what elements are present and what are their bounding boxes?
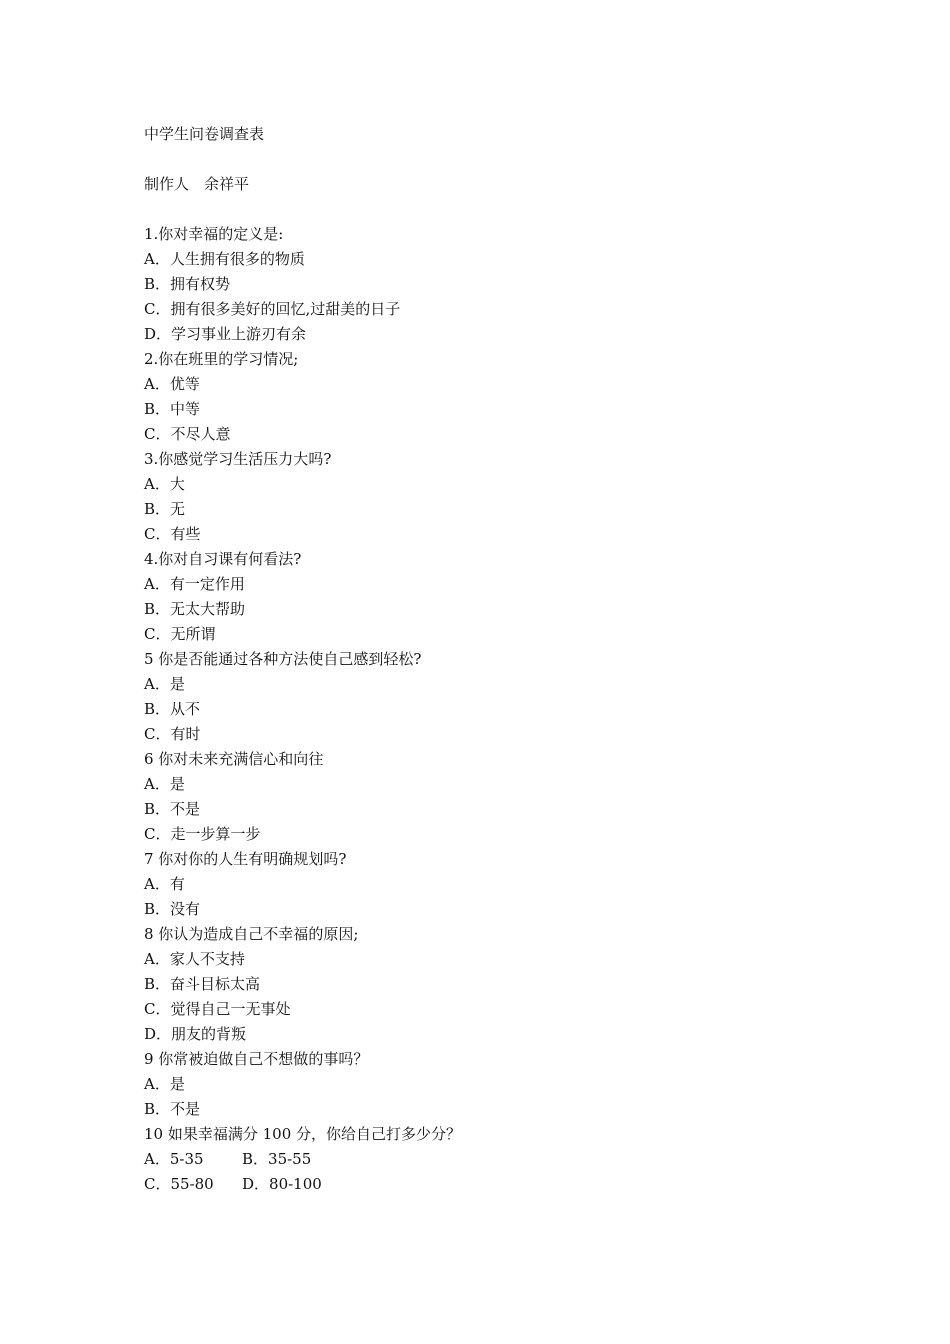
option-item bbox=[144, 597, 844, 622]
option-label: A． bbox=[144, 1150, 170, 1168]
option-row bbox=[144, 1147, 844, 1172]
option-label: B． bbox=[144, 500, 171, 518]
option-label: B． bbox=[144, 900, 171, 918]
option-item bbox=[144, 247, 844, 272]
option-item bbox=[144, 622, 844, 647]
option-text: 家人不支持 bbox=[169, 950, 245, 968]
option-text: 不是 bbox=[170, 800, 201, 818]
option-label: D． bbox=[144, 1025, 172, 1043]
option-label: C． bbox=[144, 1175, 171, 1193]
option-item bbox=[144, 272, 844, 297]
option-label: C． bbox=[144, 625, 171, 643]
option-item bbox=[144, 372, 844, 397]
question-text: 9 你常被迫做自己不想做的事吗？ bbox=[144, 1050, 369, 1068]
option-item bbox=[144, 972, 844, 997]
option-item bbox=[144, 1072, 844, 1097]
option-item bbox=[144, 297, 844, 322]
option-item bbox=[144, 1022, 844, 1047]
question-text: 6 你对未来充满信心和向往 bbox=[144, 750, 324, 768]
option-label: A． bbox=[144, 675, 170, 693]
option-label: A． bbox=[144, 950, 170, 968]
option-item bbox=[144, 1097, 844, 1122]
option-label: A． bbox=[144, 250, 170, 268]
option-item bbox=[144, 697, 844, 722]
option-text: 人生拥有很多的物质 bbox=[169, 250, 305, 268]
option-label: A． bbox=[144, 575, 170, 593]
option-a bbox=[144, 1147, 242, 1172]
option-label: B． bbox=[144, 1100, 171, 1118]
option-text: 无 bbox=[170, 500, 186, 518]
spacer bbox=[144, 197, 844, 222]
option-item bbox=[144, 322, 844, 347]
option-item bbox=[144, 997, 844, 1022]
option-text: 有一定作用 bbox=[169, 575, 245, 593]
option-b bbox=[242, 1150, 311, 1168]
option-label: A． bbox=[144, 775, 170, 793]
option-text: 不尽人意 bbox=[170, 425, 231, 443]
document-body bbox=[144, 122, 844, 1197]
spacer bbox=[144, 147, 844, 172]
option-c bbox=[144, 1172, 242, 1197]
option-text: 不是 bbox=[170, 1100, 201, 1118]
option-text: 5-35 bbox=[169, 1150, 204, 1168]
option-label: A． bbox=[144, 475, 170, 493]
option-item bbox=[144, 522, 844, 547]
option-text: 有些 bbox=[170, 525, 201, 543]
question-10: 10 如果幸福满分 100 分，你给自己打多少分？ bbox=[144, 1125, 462, 1143]
option-item bbox=[144, 422, 844, 447]
option-item bbox=[144, 822, 844, 847]
option-text: 走一步算一步 bbox=[170, 825, 261, 843]
option-d bbox=[242, 1175, 322, 1193]
option-text: 中等 bbox=[170, 400, 201, 418]
option-item bbox=[144, 472, 844, 497]
option-text: 有时 bbox=[170, 725, 201, 743]
option-label: B． bbox=[144, 400, 171, 418]
option-label: B． bbox=[144, 700, 171, 718]
option-label: B． bbox=[144, 275, 171, 293]
option-item bbox=[144, 897, 844, 922]
option-label: D． bbox=[242, 1175, 270, 1193]
option-text: 朋友的背叛 bbox=[171, 1025, 247, 1043]
question-text: 3.你感觉学习生活压力大吗? bbox=[144, 450, 332, 468]
option-label: B． bbox=[144, 600, 171, 618]
option-label: C． bbox=[144, 725, 171, 743]
option-label: C． bbox=[144, 1000, 171, 1018]
question-text: 7 你对你的人生有明确规划吗? bbox=[144, 850, 347, 868]
option-item bbox=[144, 947, 844, 972]
option-label: C． bbox=[144, 425, 171, 443]
option-label: B． bbox=[144, 975, 171, 993]
option-text: 35-55 bbox=[268, 1150, 312, 1168]
option-label: A． bbox=[144, 375, 170, 393]
option-item bbox=[144, 722, 844, 747]
question-text: 4.你对自习课有何看法? bbox=[144, 550, 302, 568]
option-text: 是 bbox=[169, 1075, 185, 1093]
option-item bbox=[144, 872, 844, 897]
option-label: A． bbox=[144, 875, 170, 893]
option-text: 奋斗目标太高 bbox=[170, 975, 261, 993]
option-text: 无所谓 bbox=[170, 625, 216, 643]
question-text: 1.你对幸福的定义是: bbox=[144, 225, 284, 243]
option-label: A． bbox=[144, 1075, 170, 1093]
option-item bbox=[144, 672, 844, 697]
question-text: 5 你是否能通过各种方法使自己感到轻松? bbox=[144, 650, 422, 668]
option-text: 无太大帮助 bbox=[170, 600, 246, 618]
option-label: B． bbox=[144, 800, 171, 818]
option-label: C． bbox=[144, 825, 171, 843]
author-line: 制作人 余祥平 bbox=[144, 175, 250, 193]
option-text: 55-80 bbox=[170, 1175, 214, 1193]
question-text: 2.你在班里的学习情况; bbox=[144, 350, 299, 368]
option-text: 是 bbox=[169, 675, 185, 693]
option-text: 从不 bbox=[170, 700, 201, 718]
option-text: 有 bbox=[169, 875, 185, 893]
option-item bbox=[144, 772, 844, 797]
option-text: 大 bbox=[169, 475, 185, 493]
option-label: C． bbox=[144, 525, 171, 543]
page-title: 中学生问卷调查表 bbox=[144, 125, 265, 143]
question-list bbox=[144, 222, 844, 1122]
option-text: 是 bbox=[169, 775, 185, 793]
question-text: 8 你认为造成自己不幸福的原因; bbox=[144, 925, 359, 943]
option-item bbox=[144, 397, 844, 422]
option-label: C． bbox=[144, 300, 171, 318]
option-text: 80-100 bbox=[269, 1175, 322, 1193]
option-text: 没有 bbox=[170, 900, 201, 918]
option-row bbox=[144, 1172, 844, 1197]
option-text: 觉得自己一无事处 bbox=[170, 1000, 291, 1018]
option-text: 拥有权势 bbox=[170, 275, 231, 293]
option-item bbox=[144, 572, 844, 597]
option-text: 拥有很多美好的回忆,过甜美的日子 bbox=[170, 300, 401, 318]
option-label: B． bbox=[242, 1150, 269, 1168]
option-text: 学习事业上游刃有余 bbox=[171, 325, 307, 343]
option-item bbox=[144, 497, 844, 522]
option-label: D． bbox=[144, 325, 172, 343]
option-text: 优等 bbox=[169, 375, 200, 393]
option-item bbox=[144, 797, 844, 822]
